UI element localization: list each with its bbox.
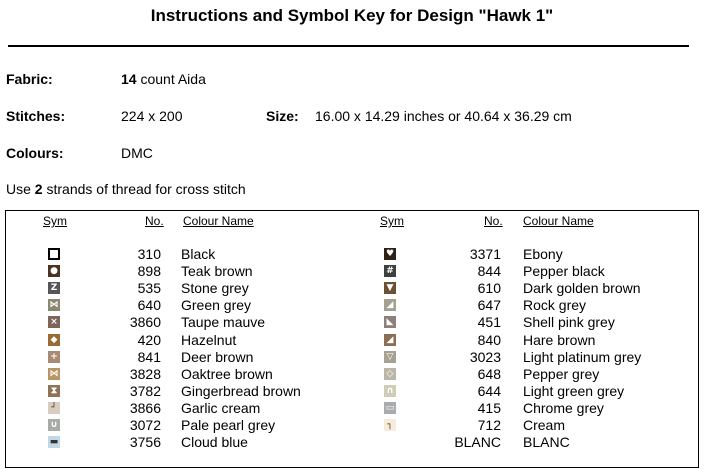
symbol-swatch-icon: ▼ xyxy=(384,282,396,294)
key-row-right xyxy=(0,366,704,383)
key-row-right xyxy=(0,332,704,349)
colour-name: Light green grey xyxy=(523,383,625,399)
colour-name: Gingerbread brown xyxy=(181,383,301,399)
colour-name: Teak brown xyxy=(181,263,253,279)
colour-name-header-right: Colour Name xyxy=(523,214,594,228)
colour-name-header-left: Colour Name xyxy=(183,214,254,228)
colour-name: Black xyxy=(181,246,216,262)
fabric-label: Fabric: xyxy=(6,71,53,87)
colour-name: Ebony xyxy=(523,246,563,262)
dmc-number: 844 xyxy=(477,263,501,279)
symbol-swatch-icon xyxy=(384,436,396,448)
key-row-right xyxy=(0,400,704,417)
key-row-right xyxy=(0,434,704,451)
symbol-swatch-icon: ♥ xyxy=(385,249,395,259)
key-row-right xyxy=(0,297,704,314)
colour-name: Stone grey xyxy=(181,280,249,296)
symbol-swatch-icon: ▽ xyxy=(384,351,396,363)
symbol-swatch-icon: + xyxy=(48,351,60,363)
dmc-number: 451 xyxy=(477,314,501,330)
symbol-swatch-icon: ◣ xyxy=(384,316,396,328)
colour-name: Oaktree brown xyxy=(181,366,273,382)
sym-header-left: Sym xyxy=(43,214,67,228)
size-value: 16.00 x 14.29 inches or 40.64 x 36.29 cm xyxy=(315,108,572,124)
colours-value: DMC xyxy=(121,145,153,161)
symbol-swatch-icon: ◢ xyxy=(384,334,396,346)
dmc-number: 898 xyxy=(137,263,161,279)
dmc-number: 3866 xyxy=(129,400,161,416)
strand-count: 2 xyxy=(34,181,43,197)
colour-name: Hazelnut xyxy=(181,332,237,348)
colour-name: BLANC xyxy=(523,434,570,450)
colour-name: Deer brown xyxy=(181,349,254,365)
symbol-swatch-icon: ◆ xyxy=(48,334,60,346)
dmc-number: 648 xyxy=(477,366,501,382)
key-row-right xyxy=(0,349,704,366)
colour-name: Cream xyxy=(523,417,566,433)
instruction-prefix: Use xyxy=(6,181,31,197)
colours-label: Colours: xyxy=(6,145,64,161)
key-row-right xyxy=(0,263,704,280)
symbol-swatch-icon: # xyxy=(384,265,396,277)
symbol-swatch-icon: ⋈ xyxy=(49,300,59,310)
colour-name: Pepper black xyxy=(523,263,605,279)
thread-instruction xyxy=(6,181,246,197)
colour-name: Dark golden brown xyxy=(523,280,641,296)
dmc-number: 640 xyxy=(137,297,161,313)
colour-name: Garlic cream xyxy=(181,400,261,416)
size-label: Size: xyxy=(266,108,299,124)
key-row-right xyxy=(0,314,704,331)
dmc-number: 3023 xyxy=(469,349,501,365)
instruction-suffix: strands of thread for cross stitch xyxy=(46,181,246,197)
no-header-right: No. xyxy=(484,214,503,228)
no-header-left: No. xyxy=(145,214,164,228)
colour-name: Shell pink grey xyxy=(523,314,615,330)
symbol-swatch-icon: × xyxy=(48,316,60,328)
sym-header-right: Sym xyxy=(380,214,404,228)
dmc-number: 644 xyxy=(477,383,501,399)
dmc-number: 535 xyxy=(137,280,161,296)
symbol-swatch-icon: ┘ xyxy=(48,402,60,414)
colour-name: Cloud blue xyxy=(181,434,248,450)
fabric-type: count Aida xyxy=(140,71,206,87)
dmc-number: 3782 xyxy=(129,383,161,399)
symbol-swatch-icon: Z xyxy=(48,282,60,294)
colour-name: Pale pearl grey xyxy=(181,417,276,433)
key-row-right xyxy=(0,417,704,434)
dmc-number: 420 xyxy=(137,332,161,348)
symbol-swatch-icon: ⧗ xyxy=(48,385,60,397)
colour-name: Pepper grey xyxy=(523,366,600,382)
dmc-number: 647 xyxy=(477,297,501,313)
symbol-swatch-icon: ● xyxy=(48,265,60,277)
symbol-swatch-icon: ▬ xyxy=(49,437,59,447)
colour-name: Hare brown xyxy=(523,332,596,348)
symbol-swatch-icon: ∪ xyxy=(48,419,60,431)
page-title: Instructions and Symbol Key for Design "Hawk 1" xyxy=(150,6,554,25)
dmc-number: 610 xyxy=(477,280,501,296)
colour-name: Chrome grey xyxy=(523,400,604,416)
colour-name: Light platinum grey xyxy=(523,349,642,365)
symbol-swatch-icon: ┐ xyxy=(384,419,396,431)
dmc-number: 840 xyxy=(477,332,501,348)
stitches-value: 224 x 200 xyxy=(121,108,183,124)
symbol-swatch-icon: ▭ xyxy=(385,403,395,413)
dmc-number: 3828 xyxy=(129,366,161,382)
fabric-count: 14 xyxy=(121,71,137,87)
stitches-label: Stitches: xyxy=(6,108,66,124)
dmc-number: 3756 xyxy=(129,434,161,450)
symbol-swatch-icon: ◇ xyxy=(384,368,396,380)
dmc-number: 712 xyxy=(477,417,501,433)
colour-name: Rock grey xyxy=(523,297,587,313)
symbol-swatch-icon: ∩ xyxy=(384,385,396,397)
symbol-swatch-icon: ⋈ xyxy=(49,369,59,379)
dmc-number: 841 xyxy=(137,349,161,365)
title-divider xyxy=(8,45,689,47)
fabric-value xyxy=(121,71,206,87)
dmc-number: 3860 xyxy=(129,314,161,330)
symbol-swatch-icon: ◢ xyxy=(384,299,396,311)
dmc-number: 3371 xyxy=(469,246,501,262)
dmc-number: 3072 xyxy=(129,417,161,433)
colour-name: Taupe mauve xyxy=(181,314,266,330)
colour-name: Green grey xyxy=(181,297,252,313)
dmc-number: 415 xyxy=(477,400,501,416)
dmc-number: BLANC xyxy=(454,434,501,450)
dmc-number: 310 xyxy=(137,246,161,262)
key-row-right xyxy=(0,383,704,400)
key-row-right xyxy=(0,246,704,263)
key-row-right xyxy=(0,280,704,297)
